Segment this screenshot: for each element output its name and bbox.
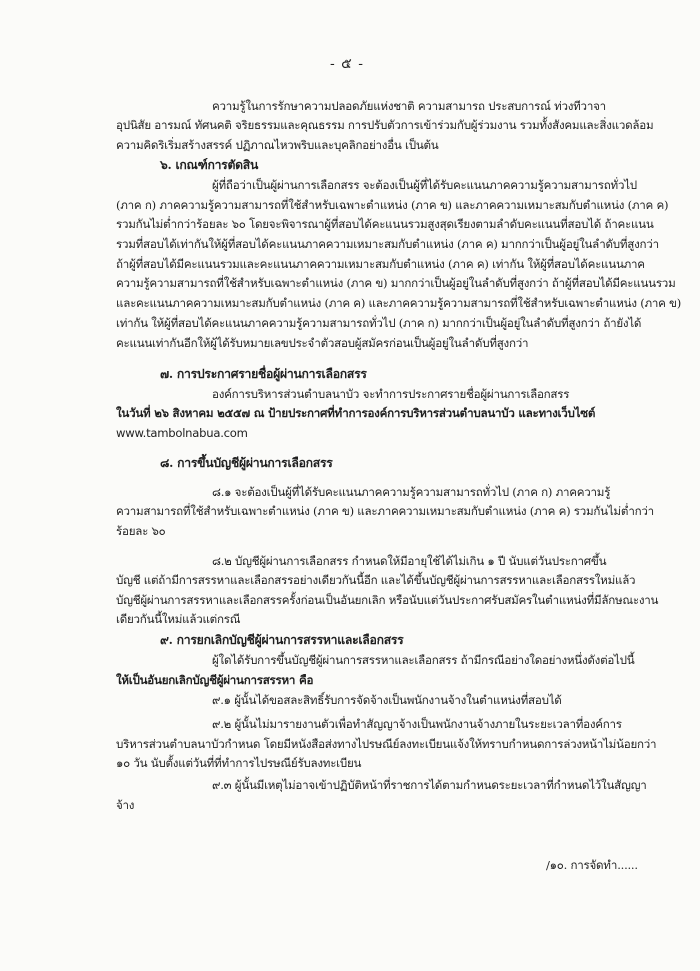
next-page-continuation: /๑๐. การจัดทำ...... xyxy=(546,858,638,872)
section-6-line: และคะแนนภาคความเหมาะสมกับตำแหน่ง (ภาค ค) และภาคความรู้ความสามารถที่ใช้สำหรับเฉพาะตำแหน่ง (ภาค ข) xyxy=(116,296,682,310)
section-8-2-line: บัญชีผู้ผ่านการสรรหาและเลือกสรรครั้งก่อนเป็นอันยกเลิก หรือนับแต่วันประกาศรับสมัครในตำแหน่งที่มีลักษณะงาน xyxy=(116,593,659,607)
section-6-line: (ภาค ก) ภาคความรู้ความสามารถที่ใช้สำหรับเฉพาะตำแหน่ง (ภาค ข) และภาคความเหมาะสมกับตำแหน่ง (ภาค ค) xyxy=(116,198,669,212)
intro-line: ความคิดริเริ่มสร้างสรรค์ ปฏิภาณไหวพริบและบุคลิกอย่างอื่น เป็นต้น xyxy=(116,138,439,152)
section-9-intro-line: ผู้ใดได้รับการขึ้นบัญชีผู้ผ่านการสรรหาและเลือกสรร ถ้ามีกรณีอย่างใดอย่างหนึ่งดังต่อไปนี้ xyxy=(212,653,635,667)
section-6-line: ถ้าผู้ที่สอบได้มีคะแนนรวมและคะแนนภาคความเหมาะสมกับตำแหน่ง (ภาค ค) เท่ากัน ให้ผู้ที่สอบได้คะแนนภาค xyxy=(116,257,645,271)
section-6-line: รวมกันไม่ต่ำกว่าร้อยละ ๖๐ โดยจะพิจารณาผู้ที่สอบได้คะแนนรวมสูงสุดเรียงตามลำดับคะแนนที่สอบได้ ถ้าคะแนน xyxy=(116,217,654,231)
section-8-heading: ๘. การขึ้นบัญชีผู้ผ่านการเลือกสรร xyxy=(160,456,333,470)
intro-line: ความรู้ในการรักษาความปลอดภัยแห่งชาติ ความสามารถ ประสบการณ์ ท่วงทีวาจา xyxy=(212,99,606,113)
section-9-heading: ๙. การยกเลิกบัญชีผู้ผ่านการสรรหาและเลือกสรร xyxy=(160,633,404,647)
section-9-2-line: ๙.๒ ผู้นั้นไม่มารายงานตัวเพื่อทำสัญญาจ้างเป็นพนักงานจ้างภายในระยะเวลาที่องค์การ xyxy=(212,717,622,731)
section-8-2-line: เดียวกันนี้ใหม่แล้วแต่กรณี xyxy=(116,612,241,626)
section-9-1-line: ๙.๑ ผู้นั้นได้ขอสละสิทธิ์รับการจัดจ้างเป็นพนักงานจ้างในตำแหน่งที่สอบได้ xyxy=(212,693,562,707)
section-6-line: คะแนนเท่ากันอีกให้ผู้ได้รับหมายเลขประจำตัวสอบผู้สมัครก่อนเป็นผู้อยู่ในลำดับที่สูงกว่า xyxy=(116,336,529,350)
section-9-2-line: บริหารส่วนตำบลนาบัวกำหนด โดยมีหนังสือส่งทางไปรษณีย์ลงทะเบียนแจ้งให้ทราบกำหนดการล่วงหน้าไม่น้อยกว่า xyxy=(116,737,657,751)
section-8-1-line: ๘.๑ จะต้องเป็นผู้ที่ได้รับคะแนนภาคความรู้ความสามารถทั่วไป (ภาค ก) ภาคความรู้ xyxy=(212,485,611,499)
intro-line: อุปนิสัย อารมณ์ ทัศนคติ จริยธรรมและคุณธรรม การปรับตัวการเข้าร่วมกับผู้ร่วมงาน รวมทั้งสังคมและสิ่งแวดล้อม xyxy=(116,118,654,132)
section-8-1-line: ความสามารถที่ใช้สำหรับเฉพาะตำแหน่ง (ภาค ข) และภาคความเหมาะสมกับตำแหน่ง (ภาค ค) รวมกันไม่ต่ำกว่า xyxy=(116,504,654,518)
section-9-2-line: ๑๐ วัน นับตั้งแต่วันที่ที่ทำการไปรษณีย์รับลงทะเบียน xyxy=(116,756,362,770)
section-6-line: เท่ากัน ให้ผู้ที่สอบได้คะแนนภาคความรู้ความสามารถทั่วไป (ภาค ก) มากกว่าเป็นผู้อยู่ในลำดับที่สูงกว่า ถ้ายังได้ xyxy=(116,316,642,330)
page-number: - ๕ - xyxy=(330,56,364,72)
section-9-3-line: ๙.๓ ผู้นั้นมีเหตุไม่อาจเข้าปฏิบัติหน้าที่ราชการได้ตามกำหนดระยะเวลาที่กำหนดไว้ในสัญญา xyxy=(212,778,647,792)
section-6-line: ผู้ที่ถือว่าเป็นผู้ผ่านการเลือกสรร จะต้องเป็นผู้ที่ได้รับคะแนนภาคความรู้ความสามารถทั่วไป xyxy=(212,178,637,192)
section-9-intro-line: ให้เป็นอันยกเลิกบัญชีผู้ผ่านการสรรหา คือ xyxy=(116,673,314,687)
section-6-heading: ๖. เกณฑ์การตัดสิน xyxy=(160,158,259,172)
section-7-line: องค์การบริหารส่วนตำบลนาบัว จะทำการประกาศรายชื่อผู้ผ่านการเลือกสรร xyxy=(212,387,570,401)
section-8-2-line: ๘.๒ บัญชีผู้ผ่านการเลือกสรร กำหนดให้มีอายุใช้ได้ไม่เกิน ๑ ปี นับแต่วันประกาศขึ้น xyxy=(212,554,607,568)
website-url[interactable]: www.tambolnabua.com xyxy=(116,426,248,440)
section-6-line: รวมที่สอบได้เท่ากันให้ผู้ที่สอบได้คะแนนภาคความเหมาะสมกับตำแหน่ง (ภาค ค) มากกว่าเป็นผู้อยู่ในลำดับที่สูงกว่า xyxy=(116,237,659,251)
section-9-3-line: จ้าง xyxy=(116,798,135,812)
section-8-1-line: ร้อยละ ๖๐ xyxy=(116,524,166,538)
section-7-heading: ๗. การประกาศรายชื่อผู้ผ่านการเลือกสรร xyxy=(160,367,367,381)
section-6-line: ความรู้ความสามารถที่ใช้สำหรับเฉพาะตำแหน่ง (ภาค ข) มากกว่าเป็นผู้อยู่ในลำดับที่สูงกว่า ถ้าผู้ที่สอบได้มีคะแนนรวม xyxy=(116,276,676,290)
section-8-2-line: บัญชี แต่ถ้ามีการสรรหาและเลือกสรรอย่างเดียวกันนี้อีก และได้ขึ้นบัญชีผู้ผ่านการสรรหาและเลือกสรรใหม่แล้ว xyxy=(116,573,636,587)
section-7-date-line: ในวันที่ ๒๖ สิงหาคม ๒๕๕๗ ณ ป้ายประกาศที่ทำการองค์การบริหารส่วนตำบลนาบัว และทางเว็บไซต์ xyxy=(116,406,596,420)
